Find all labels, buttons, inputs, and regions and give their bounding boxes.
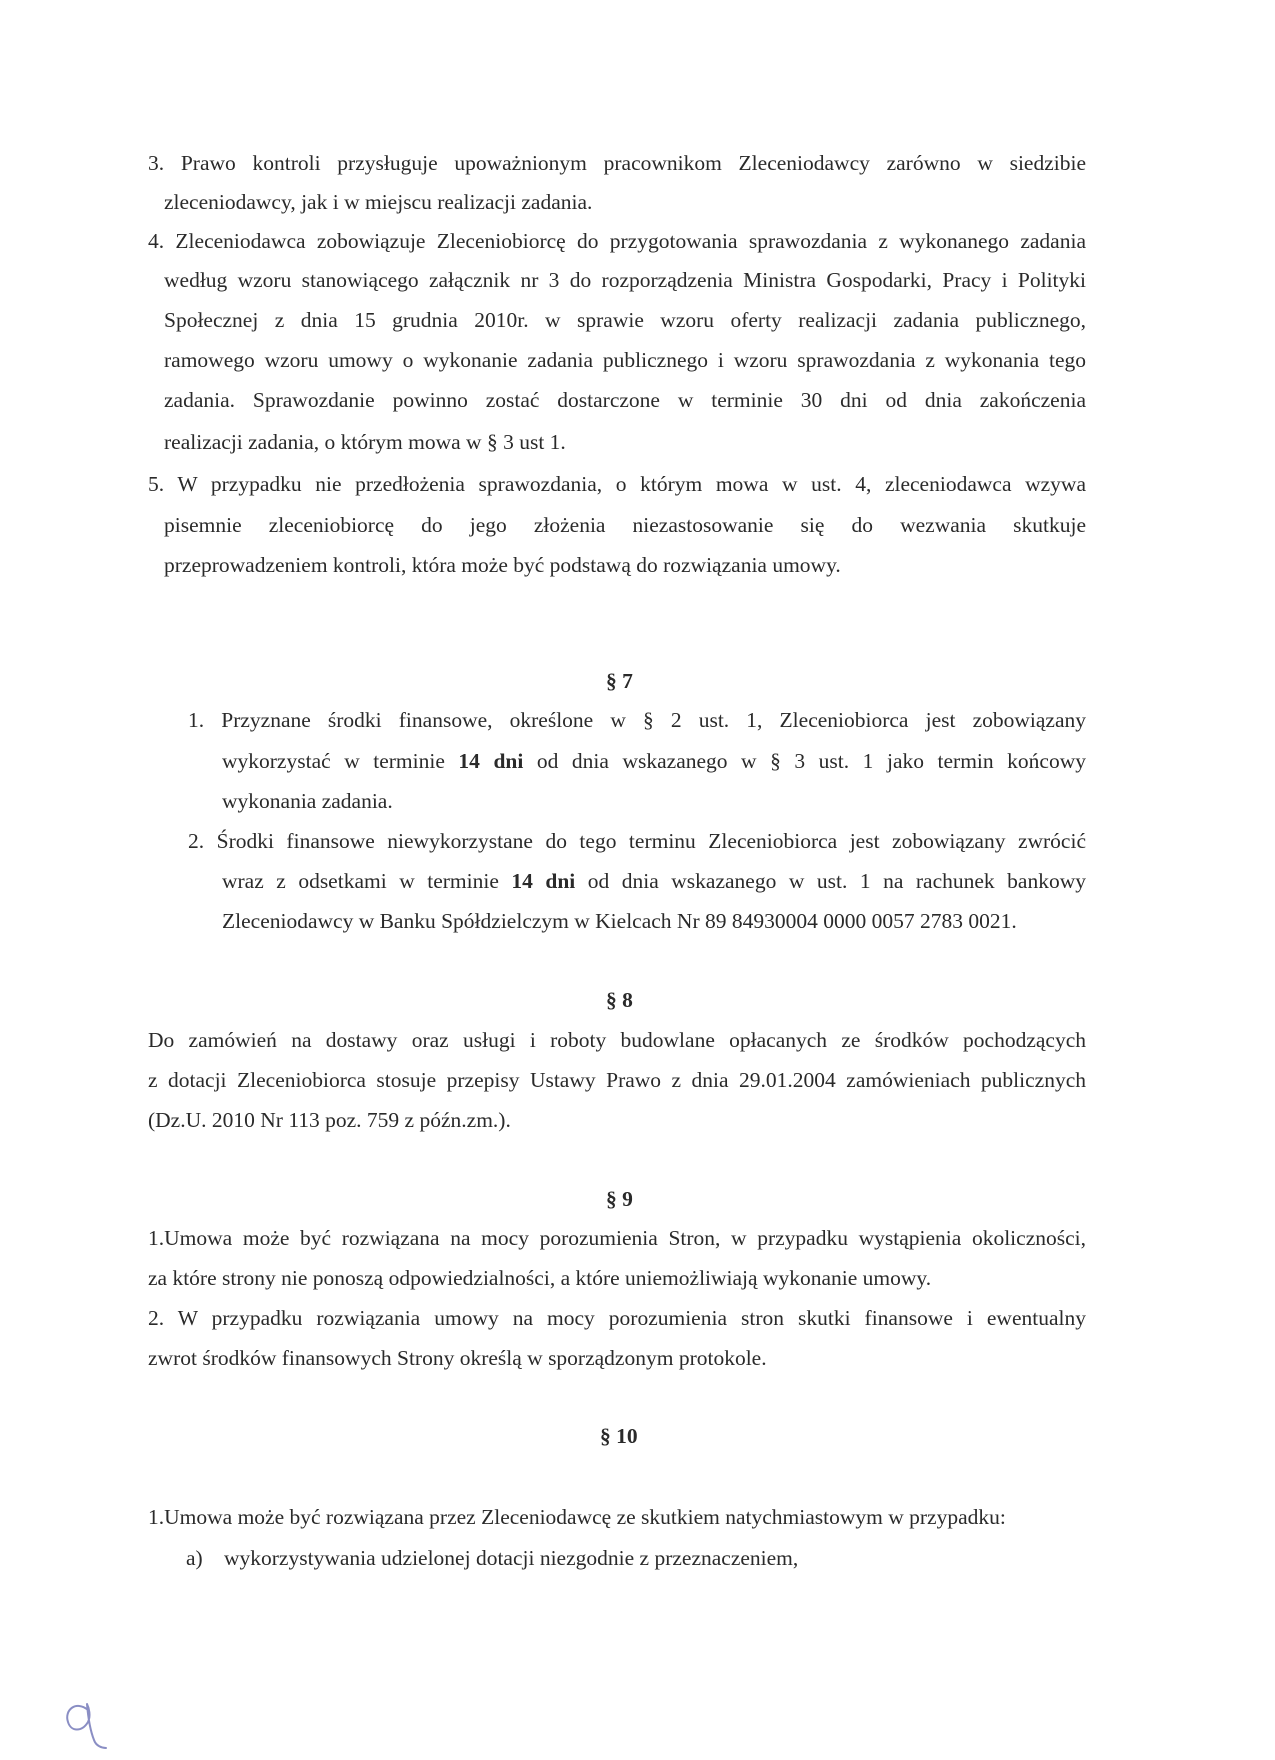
s7-item-2-bold-days: 14 dni [511,869,576,893]
s10-item-a-label: a) [186,1546,203,1570]
s7-item-2-line-3: Zleceniodawcy w Banku Spółdzielczym w Kielcach Nr 89 84930004 0000 0057 2783 0021. [222,909,1017,933]
s9-para-2-line-1: 2. W przypadku rozwiązania umowy na mocy porozumienia stron skutki finansowe i ewentualny [148,1306,1086,1330]
section-9-heading: § 9 [606,1187,633,1211]
para-5-line-1: 5. W przypadku nie przedłożenia sprawozdania, o którym mowa w ust. 4, zleceniodawca wzywa [148,472,1086,496]
s7-item-1-bold-days: 14 dni [458,749,524,773]
s7-item-1-text-c: od dnia wskazanego w § 3 ust. 1 jako termin końcowy [523,749,1086,773]
para-4-line-6: realizacji zadania, o którym mowa w § 3 ust 1. [164,430,566,454]
s9-para-1-line-2: za które strony nie ponoszą odpowiedzialności, a które uniemożliwiają wykonanie umowy. [148,1266,932,1290]
para-4-line-2: według wzoru stanowiącego załącznik nr 3 do rozporządzenia Ministra Gospodarki, Pracy i Polityki [164,268,1086,292]
para-4-line-3: Społecznej z dnia 15 grudnia 2010r. w sprawie wzoru oferty realizacji zadania publicznego, [164,308,1086,332]
s7-item-1-text-a: wykorzystać w terminie [222,749,459,773]
s7-item-2-line-1: 2. Środki finansowe niewykorzystane do tego terminu Zleceniobiorca jest zobowiązany zwrócić [188,829,1086,853]
s10-para-1-line-1: 1.Umowa może być rozwiązana przez Zleceniodawcę ze skutkiem natychmiastowym w przypadku: [148,1505,1006,1529]
s9-para-1-line-1: 1.Umowa może być rozwiązana na mocy porozumienia Stron, w przypadku wystąpienia okoliczności, [148,1226,1086,1250]
s7-item-1-line-1: 1. Przyznane środki finansowe, określone w § 2 ust. 1, Zleceniobiorca jest zobowiązany [188,708,1086,732]
s7-item-2-text-c: od dnia wskazanego w ust. 1 na rachunek bankowy [575,869,1086,893]
s10-item-a-text: wykorzystywania udzielonej dotacji niezgodnie z przeznaczeniem, [224,1546,799,1570]
para-3-line-2: zleceniodawcy, jak i w miejscu realizacji zadania. [164,190,593,214]
s8-line-2: z dotacji Zleceniobiorca stosuje przepisy Ustawy Prawo z dnia 29.01.2004 zamówieniach publicznych [148,1068,1086,1092]
para-5-line-3: przeprowadzeniem kontroli, która może być podstawą do rozwiązania umowy. [164,553,841,577]
s7-item-1-line-2 [222,751,1086,773]
para-3-line-1: 3. Prawo kontroli przysługuje upoważnionym pracownikom Zleceniodawcy zarówno w siedzibie [148,151,1086,175]
section-10-heading: § 10 [600,1424,638,1448]
para-5-line-2: pisemnie zleceniobiorcę do jego złożenia niezastosowanie się do wezwania skutkuje [164,513,1086,537]
handwritten-initial-icon [58,1692,108,1752]
s7-item-1-line-3: wykonania zadania. [222,789,393,813]
s7-item-2-text-a: wraz z odsetkami w terminie [222,869,512,893]
section-7-heading: § 7 [606,669,633,693]
para-4-line-4: ramowego wzoru umowy o wykonanie zadania publicznego i wzoru sprawozdania z wykonania tego [164,348,1086,372]
para-4-line-1: 4. Zleceniodawca zobowiązuje Zleceniobiorcę do przygotowania sprawozdania z wykonanego zadania [148,229,1086,253]
s7-item-2-line-2 [222,871,1086,893]
section-8-heading: § 8 [606,988,633,1012]
s8-line-3: (Dz.U. 2010 Nr 113 poz. 759 z późn.zm.). [148,1108,511,1132]
para-4-line-5: zadania. Sprawozdanie powinno zostać dostarczone w terminie 30 dni od dnia zakończenia [164,388,1086,412]
s9-para-2-line-2: zwrot środków finansowych Strony określą w sporządzonym protokole. [148,1346,767,1370]
s8-line-1: Do zamówień na dostawy oraz usługi i roboty budowlane opłacanych ze środków pochodzących [148,1028,1086,1052]
